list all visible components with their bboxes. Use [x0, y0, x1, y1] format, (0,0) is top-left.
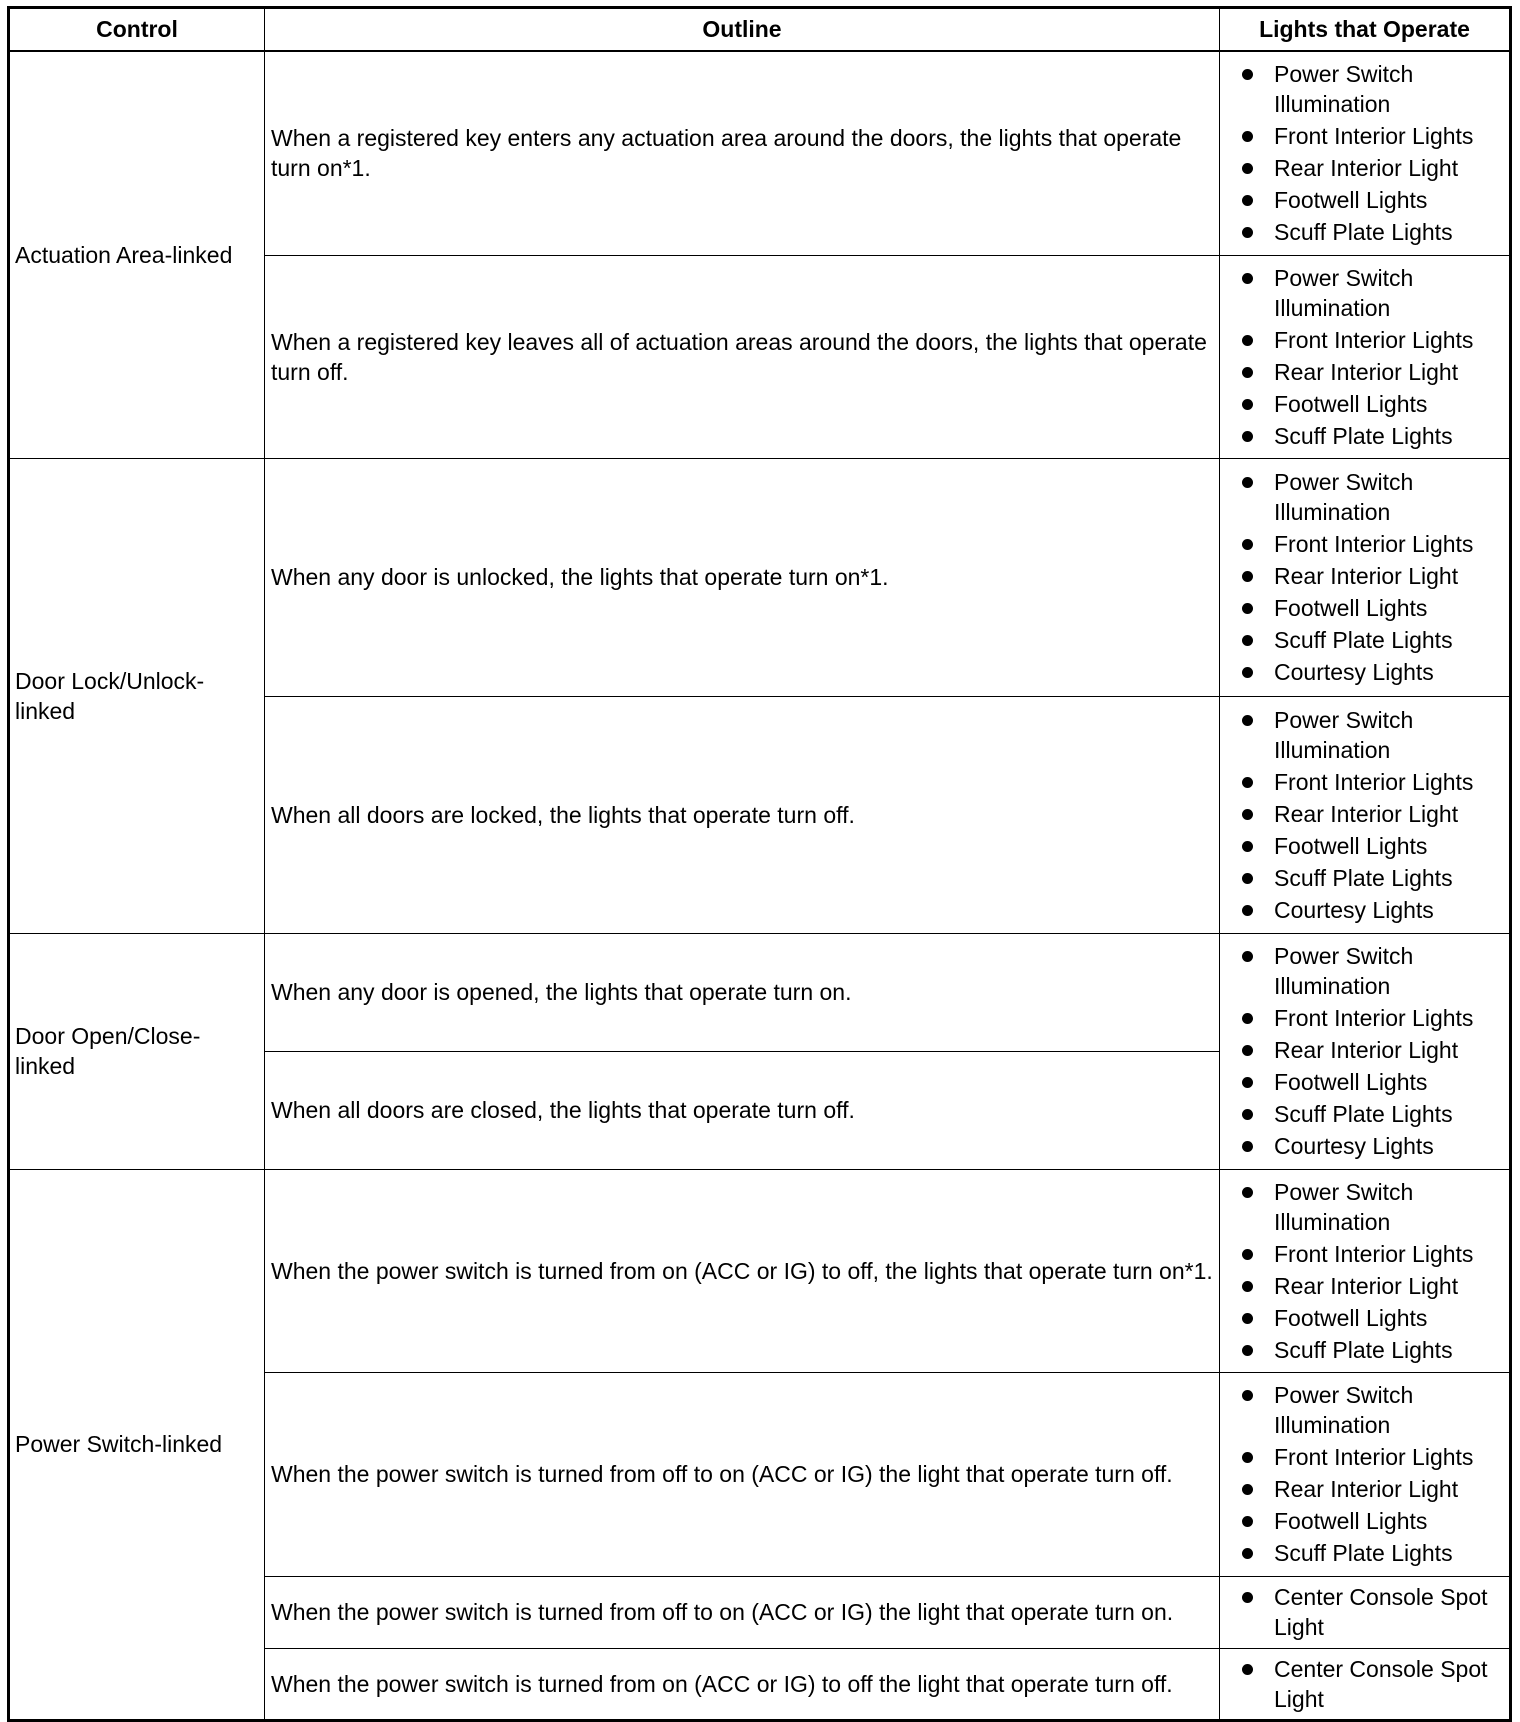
list-item: Front Interior Lights	[1240, 1442, 1503, 1472]
list-item: Front Interior Lights	[1240, 325, 1503, 355]
lights-list	[1240, 263, 1503, 451]
list-item: Center Console Spot Light	[1240, 1654, 1503, 1714]
list-item: Scuff Plate Lights	[1240, 1335, 1503, 1365]
list-item: Front Interior Lights	[1240, 1239, 1503, 1269]
list-item: Power Switch Illumination	[1240, 263, 1503, 323]
control-cell: Door Open/Close-linked	[9, 933, 265, 1169]
list-item: Front Interior Lights	[1240, 529, 1503, 559]
control-cell: Power Switch-linked	[9, 1169, 265, 1720]
list-item: Footwell Lights	[1240, 389, 1503, 419]
outline-cell: When a registered key enters any actuation area around the doors, the lights that operate turn on*1.	[265, 51, 1220, 255]
list-item: Front Interior Lights	[1240, 121, 1503, 151]
list-item: Rear Interior Light	[1240, 799, 1503, 829]
lights-list	[1240, 705, 1503, 925]
list-item: Courtesy Lights	[1240, 895, 1503, 925]
outline-cell: When the power switch is turned from on (ACC or IG) to off, the lights that operate turn on*1.	[265, 1169, 1220, 1372]
list-item: Power Switch Illumination	[1240, 1380, 1503, 1440]
lights-list	[1240, 941, 1503, 1161]
outline-cell: When any door is unlocked, the lights that operate turn on*1.	[265, 458, 1220, 696]
list-item: Rear Interior Light	[1240, 1035, 1503, 1065]
header-row	[9, 8, 1511, 52]
lights-cell	[1220, 51, 1511, 255]
lights-cell	[1220, 1576, 1511, 1648]
list-item: Power Switch Illumination	[1240, 59, 1503, 119]
lights-list	[1240, 1380, 1503, 1568]
header-lights: Lights that Operate	[1220, 8, 1511, 52]
outline-cell: When the power switch is turned from off to on (ACC or IG) the light that operate turn on.	[265, 1576, 1220, 1648]
list-item: Scuff Plate Lights	[1240, 1538, 1503, 1568]
list-item: Footwell Lights	[1240, 1067, 1503, 1097]
lights-list	[1240, 1582, 1503, 1642]
list-item: Footwell Lights	[1240, 1303, 1503, 1333]
table-row	[9, 51, 1511, 255]
list-item: Rear Interior Light	[1240, 357, 1503, 387]
list-item: Footwell Lights	[1240, 593, 1503, 623]
list-item: Front Interior Lights	[1240, 1003, 1503, 1033]
control-cell: Door Lock/Unlock-linked	[9, 458, 265, 933]
lights-list	[1240, 1654, 1503, 1714]
list-item: Scuff Plate Lights	[1240, 1099, 1503, 1129]
list-item: Power Switch Illumination	[1240, 705, 1503, 765]
list-item: Power Switch Illumination	[1240, 1177, 1503, 1237]
outline-cell: When a registered key leaves all of actuation areas around the doors, the lights that operate turn off.	[265, 255, 1220, 458]
lighting-control-table	[7, 6, 1512, 1722]
outline-cell: When the power switch is turned from on (ACC or IG) to off the light that operate turn off.	[265, 1648, 1220, 1720]
list-item: Footwell Lights	[1240, 185, 1503, 215]
list-item: Courtesy Lights	[1240, 657, 1503, 687]
list-item: Center Console Spot Light	[1240, 1582, 1503, 1642]
table-row	[9, 1169, 1511, 1372]
lights-cell	[1220, 933, 1511, 1169]
list-item: Rear Interior Light	[1240, 153, 1503, 183]
lights-cell	[1220, 1372, 1511, 1576]
list-item: Rear Interior Light	[1240, 1271, 1503, 1301]
list-item: Courtesy Lights	[1240, 1131, 1503, 1161]
outline-cell: When any door is opened, the lights that operate turn on.	[265, 933, 1220, 1051]
table-row	[9, 933, 1511, 1051]
list-item: Scuff Plate Lights	[1240, 625, 1503, 655]
list-item: Scuff Plate Lights	[1240, 863, 1503, 893]
lights-list	[1240, 1177, 1503, 1365]
list-item: Rear Interior Light	[1240, 1474, 1503, 1504]
lights-list	[1240, 59, 1503, 247]
list-item: Footwell Lights	[1240, 1506, 1503, 1536]
outline-cell: When all doors are closed, the lights that operate turn off.	[265, 1051, 1220, 1169]
header-control: Control	[9, 8, 265, 52]
outline-cell: When the power switch is turned from off to on (ACC or IG) the light that operate turn off.	[265, 1372, 1220, 1576]
lights-cell	[1220, 1169, 1511, 1372]
lights-list	[1240, 467, 1503, 687]
header-outline: Outline	[265, 8, 1220, 52]
list-item: Power Switch Illumination	[1240, 941, 1503, 1001]
list-item: Rear Interior Light	[1240, 561, 1503, 591]
lights-cell	[1220, 255, 1511, 458]
list-item: Scuff Plate Lights	[1240, 217, 1503, 247]
list-item: Front Interior Lights	[1240, 767, 1503, 797]
outline-cell: When all doors are locked, the lights that operate turn off.	[265, 696, 1220, 933]
list-item: Footwell Lights	[1240, 831, 1503, 861]
list-item: Power Switch Illumination	[1240, 467, 1503, 527]
list-item: Scuff Plate Lights	[1240, 421, 1503, 451]
control-cell: Actuation Area-linked	[9, 51, 265, 458]
lights-cell	[1220, 696, 1511, 933]
table-row	[9, 458, 1511, 696]
lights-cell	[1220, 458, 1511, 696]
lights-cell	[1220, 1648, 1511, 1720]
